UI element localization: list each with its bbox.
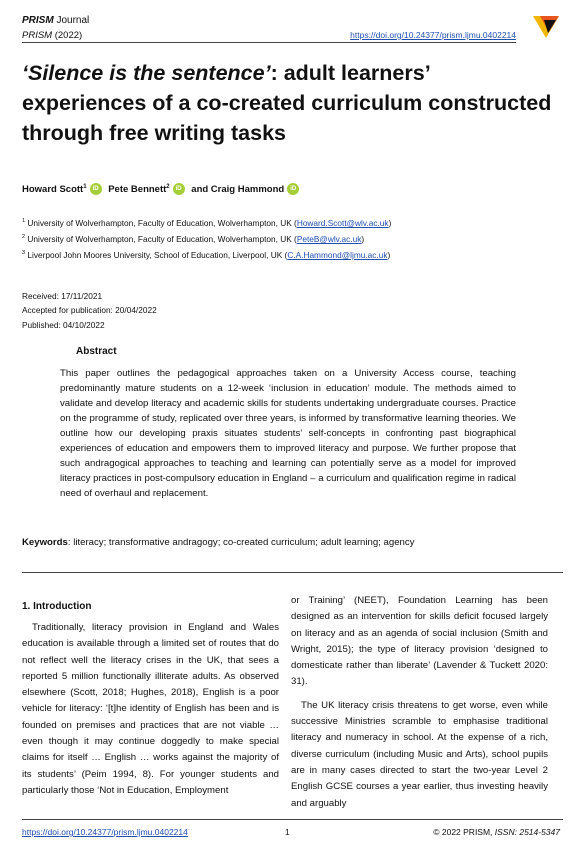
page-number: 1 — [285, 827, 290, 837]
body-column-left — [22, 593, 279, 799]
orcid-icon[interactable]: iD — [173, 183, 185, 195]
email-link[interactable]: PeteB@wlv.ac.uk — [296, 234, 362, 244]
journal-name: PRISM Journal — [22, 15, 90, 26]
affiliation: $^3$ Liverpool John Moores University, School of Education, Liverpool, UK (C.A.Hammond@ljmu.ac.uk) — [22, 250, 391, 260]
header-divider — [22, 42, 516, 43]
published-date: Published: 04/10/2022 — [22, 320, 105, 330]
body-paragraph: Traditionally, literacy provision in England and Wales education is available through a limited set of routes that do not reflect well the literacy crises in the UK, that sees a reported 5 million functionally illiterate adults. As observed elsewhere (Scott, 2018; Hughes, 2018), English is a poor vehicle for literacy: ‘[t]he identity of English has been and is founded on premises and practices that are not viable … even though it may continue doggedly to make special claims for itself … English … works against the majority of its students’ (Peim 1994, 8). For younger students and particularly those ‘Not in Education, Employment — [22, 622, 279, 796]
orcid-icon[interactable]: iD — [90, 183, 102, 195]
footer-divider — [22, 819, 563, 820]
doi-link-header[interactable]: https://doi.org/10.24377/prism.ljmu.0402214 — [350, 30, 516, 40]
section-divider — [22, 572, 563, 573]
doi-link-footer[interactable]: https://doi.org/10.24377/prism.ljmu.0402214 — [22, 827, 188, 837]
author-list: Howard Scott$^1$ iD Pete Bennett$^2$ iD and Craig Hammond iD — [22, 183, 303, 195]
author-name: and Craig Hammond — [191, 184, 285, 195]
body-paragraph: or Training’ (NEET), Foundation Learning has been designed as an intervention for skills deficit focused largely on literacy and as an agenda of social inclusion (Smith and Wright, 2015); the type of literacy provision ‘designed to domesticate rather than liberate’ (Lavender & Tuckett 2020: 31). — [291, 595, 548, 688]
email-link[interactable]: Howard.Scott@wlv.ac.uk — [296, 218, 389, 228]
accepted-date: Accepted for publication: 20/04/2022 — [22, 305, 157, 315]
abstract-body: This paper outlines the pedagogical approaches taken on a University Access course, teaching predominantly mature students on a 12-week ‘inclusion in education’ module. The methods aimed to validate and develop literacy and academic skills for students undertaking undergraduate courses. Practice on the programme of study, replicated over three years, is informed by transformative learning theories. We outline how our developing praxis situates students’ self-concepts in confronting past biographical experiences of education and empowers them to improved literacy and purpose. We further propose that such andragogical approaches to teaching and learning can potentially serve as a model for improved literacy practices in post-compulsory education in England – a curriculum and qualification regime in radical need of overhaul and replacement. — [60, 368, 516, 499]
abstract-heading: Abstract — [76, 346, 117, 357]
author-name: Pete Bennett — [108, 184, 167, 195]
email-link[interactable]: C.A.Hammond@ljmu.ac.uk — [287, 250, 388, 260]
keywords: Keywords: literacy; transformative andragogy; co-created curriculum; adult learning; agency — [22, 537, 415, 548]
author-name: Howard Scott — [22, 184, 84, 195]
body-paragraph: The UK literacy crisis threatens to get worse, even while successive Ministries scramble to emphasise traditional literacy and numeracy in school. At the expense of a rich, diverse curriculum (including Music and Arts), school pupils are in many cases directed to start the two-year Level 2 English GCSE courses a year earlier, thus investing heavily and arguably — [291, 699, 548, 809]
copyright: © 2022 PRISM, ISSN: 2514-5347 — [433, 827, 560, 837]
prism-logo-icon — [530, 10, 562, 42]
orcid-icon[interactable]: iD — [287, 183, 299, 195]
received-date: Received: 17/11/2021 — [22, 291, 103, 301]
section-heading: 1. Introduction — [22, 601, 92, 612]
paper-title: ‘Silence is the sentence’: adult learners’ experiences of a co-created curriculum constructed through free writing tasks — [22, 61, 552, 145]
affiliation: $^2$ University of Wolverhampton, Faculty of Education, Wolverhampton, UK (PeteB@wlv.ac.uk) — [22, 234, 365, 244]
body-column-right — [291, 593, 548, 812]
affiliation: $^1$ University of Wolverhampton, Faculty of Education, Wolverhampton, UK (Howard.Scott@wlv.ac.uk) — [22, 218, 392, 228]
journal-year: PRISM (2022) — [22, 30, 83, 41]
